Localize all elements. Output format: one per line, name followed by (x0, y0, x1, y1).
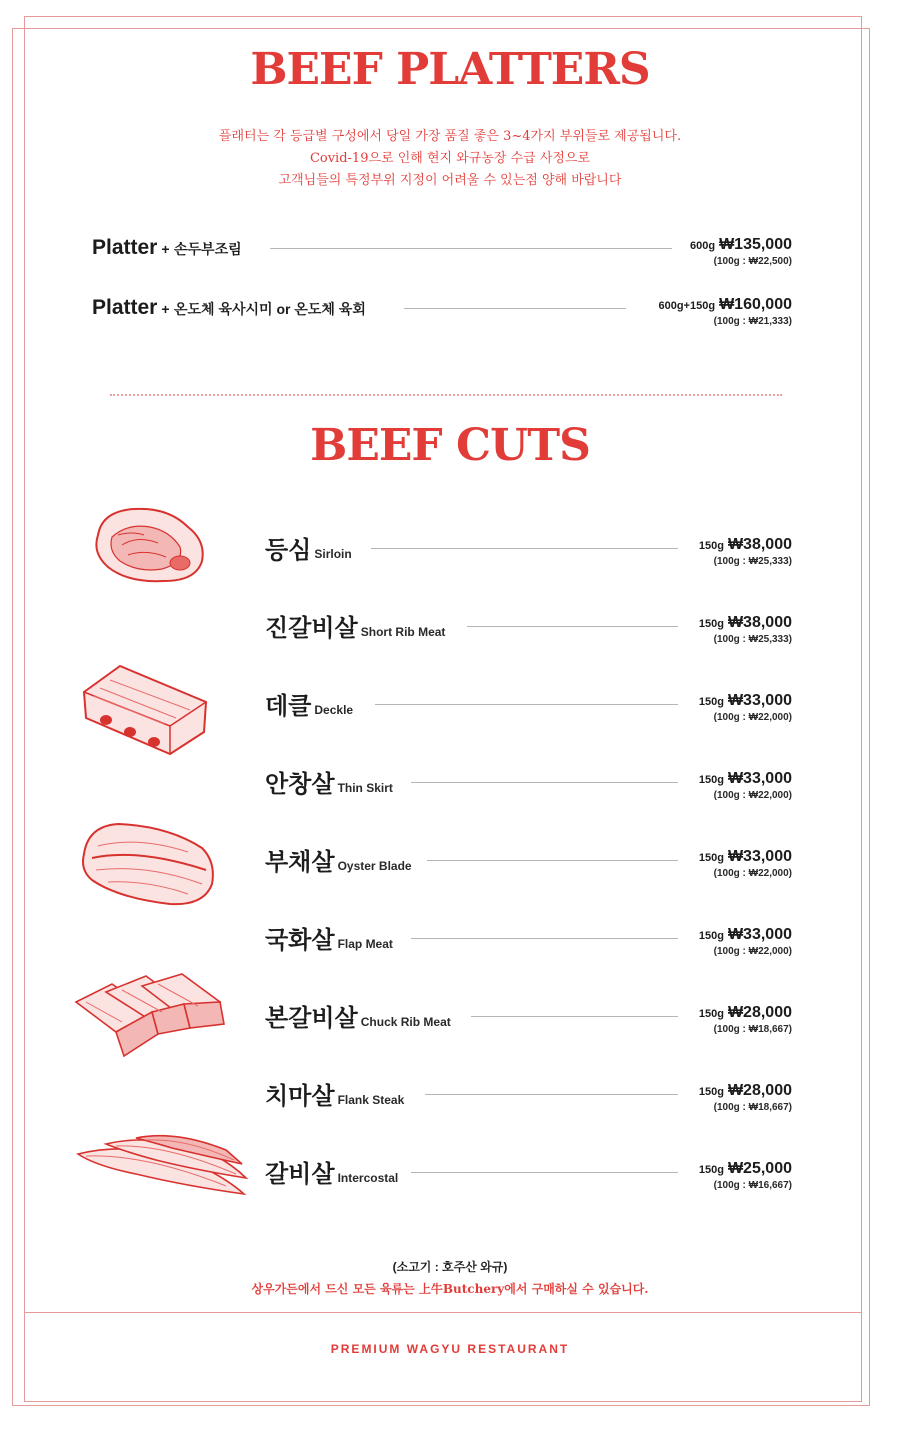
price: ₩33,000 (727, 848, 792, 865)
platters-title: BEEF PLATTERS (250, 44, 650, 95)
unit-price: (100g : ₩21,333) (713, 316, 792, 327)
price: ₩160,000 (719, 296, 792, 313)
cut-name-kr: 등심 (265, 535, 312, 564)
price-block (699, 848, 792, 879)
footer-divider (24, 1312, 862, 1313)
weight: 150g (698, 540, 724, 552)
cut-name-kr: 치마살 (265, 1081, 335, 1110)
price: ₩38,000 (727, 536, 792, 553)
origin-note: (소고기 : 호주산 와규) (392, 1260, 508, 1274)
leader-line (270, 248, 672, 249)
sirloin-illustration-icon (88, 505, 208, 585)
weight: 600g+150g (658, 300, 716, 312)
cut-name-en: Flank Steak (337, 1093, 405, 1107)
cut-name-en: Intercostal (337, 1171, 399, 1185)
cut-item (265, 608, 792, 654)
price-block (699, 692, 792, 723)
price-block (690, 236, 792, 267)
cut-name-kr: 안창살 (265, 769, 335, 798)
cut-item (265, 998, 792, 1044)
platter-name (92, 296, 366, 320)
cut-name-en: Thin Skirt (337, 781, 393, 795)
cut-item (265, 1154, 792, 1200)
weight: 150g (698, 774, 724, 786)
price-block (658, 296, 792, 327)
leader-line (425, 1094, 678, 1095)
footer-brand: PREMIUM WAGYU RESTAURANT (330, 1342, 570, 1356)
weight: 150g (698, 930, 724, 942)
unit-price: (100g : ₩16,667) (713, 1180, 792, 1191)
price: ₩135,000 (719, 236, 792, 253)
unit-price: (100g : ₩22,000) (713, 790, 792, 801)
cut-name-en: Oyster Blade (337, 859, 412, 873)
platter-label: Platter (92, 236, 158, 259)
price-block (699, 536, 792, 567)
cut-name-kr: 부채살 (265, 847, 335, 876)
price-block (699, 1082, 792, 1113)
cut-item (265, 1076, 792, 1122)
cut-name-kr: 본갈비살 (265, 1003, 358, 1032)
leader-line (471, 1016, 678, 1017)
unit-price: (100g : ₩18,667) (713, 1102, 792, 1113)
unit-price: (100g : ₩25,333) (713, 634, 792, 645)
chuck-rib-illustration-icon (72, 972, 228, 1062)
cut-name (265, 1076, 404, 1111)
cut-name-kr: 갈비살 (265, 1159, 335, 1188)
leader-line (411, 1172, 678, 1173)
cut-name-en: Short Rib Meat (360, 625, 446, 639)
intro-line: 플래터는 각 등급별 구성에서 당일 가장 품질 좋은 3~4가지 부위들로 제공됩니다. (218, 129, 682, 144)
platter-label: Platter (92, 296, 158, 319)
butchery-note: 상우가든에서 드신 모든 육류는 上牛Butchery에서 구매하실 수 있습니다. (251, 1282, 649, 1296)
cut-item (265, 764, 792, 810)
platter-item (92, 294, 792, 334)
platter-side: 손두부조림 (174, 241, 242, 257)
intro-line: Covid-19으로 인해 현지 와규농장 수급 사정으로 (309, 151, 591, 166)
cut-name (265, 1154, 398, 1189)
price-block (699, 614, 792, 645)
cut-name (265, 920, 393, 955)
deckle-illustration-icon (80, 662, 210, 757)
price: ₩33,000 (727, 770, 792, 787)
cut-item (265, 686, 792, 732)
cut-item (265, 842, 792, 888)
cut-name-en: Flap Meat (337, 937, 393, 951)
intercostal-illustration-icon (76, 1130, 248, 1200)
leader-line (467, 626, 678, 627)
cut-name (265, 530, 352, 565)
cut-name (265, 608, 445, 643)
price: ₩28,000 (727, 1004, 792, 1021)
price-block (699, 1160, 792, 1191)
plus-sign: + (161, 241, 170, 257)
unit-price: (100g : ₩25,333) (713, 556, 792, 567)
price: ₩33,000 (727, 926, 792, 943)
unit-price: (100g : ₩22,000) (713, 946, 792, 957)
price: ₩28,000 (727, 1082, 792, 1099)
platter-name (92, 236, 242, 260)
platter-side: 온도체 육사시미 or 온도체 육회 (174, 301, 366, 317)
platters-intro (0, 126, 900, 192)
weight: 150g (698, 618, 724, 630)
price: ₩38,000 (727, 614, 792, 631)
cut-name (265, 998, 451, 1033)
intro-line: 고객님들의 특정부위 지정이 어려울 수 있는점 양해 바랍니다 (278, 173, 622, 188)
weight: 600g (689, 240, 716, 252)
cut-item (265, 920, 792, 966)
unit-price: (100g : ₩22,000) (713, 868, 792, 879)
cut-name-kr: 데클 (265, 691, 312, 720)
leader-line (427, 860, 678, 861)
leader-line (411, 938, 678, 939)
cut-name (265, 764, 393, 799)
unit-price: (100g : ₩18,667) (713, 1024, 792, 1035)
price-block (699, 926, 792, 957)
leader-line (411, 782, 678, 783)
price-block (699, 770, 792, 801)
cut-name-kr: 진갈비살 (265, 613, 358, 642)
plus-sign: + (161, 301, 170, 317)
leader-line (404, 308, 626, 309)
cut-name-en: Deckle (314, 703, 354, 717)
cut-name (265, 842, 412, 877)
weight: 150g (698, 1008, 724, 1020)
cut-name-en: Sirloin (314, 547, 352, 561)
price: ₩25,000 (727, 1160, 792, 1177)
unit-price: (100g : ₩22,000) (713, 712, 792, 723)
weight: 150g (698, 1164, 724, 1176)
cuts-title: BEEF CUTS (310, 420, 590, 471)
leader-line (371, 548, 678, 549)
weight: 150g (698, 696, 724, 708)
weight: 150g (698, 852, 724, 864)
oyster-blade-illustration-icon (78, 818, 218, 910)
weight: 150g (698, 1086, 724, 1098)
price-block (699, 1004, 792, 1035)
platter-item (92, 234, 792, 274)
price: ₩33,000 (727, 692, 792, 709)
cut-item (265, 530, 792, 576)
cut-name (265, 686, 353, 721)
unit-price: (100g : ₩22,500) (713, 256, 792, 267)
leader-line (375, 704, 678, 705)
cut-name-en: Chuck Rib Meat (360, 1015, 451, 1029)
section-divider (110, 394, 782, 396)
cut-name-kr: 국화살 (265, 925, 335, 954)
